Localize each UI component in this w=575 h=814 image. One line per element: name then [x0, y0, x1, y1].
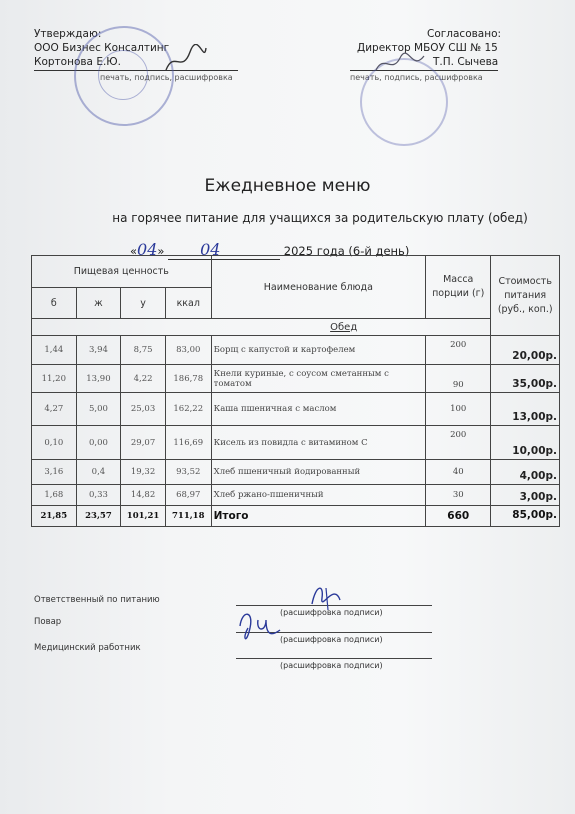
left-signatory-name: Кортонова Е.Ю.	[34, 56, 121, 68]
total-u: 101,21	[121, 506, 166, 527]
cell-b: 1,68	[32, 485, 77, 506]
cell-zh: 0,00	[76, 426, 121, 460]
cell-mass: 200	[426, 426, 491, 460]
cell-kcal: 68,97	[165, 485, 211, 506]
left-signature-scribble	[160, 44, 210, 78]
cell-dish: Кнели куриные, с соусом сметанным с томатом	[211, 365, 425, 393]
cell-kcal: 93,52	[165, 460, 211, 485]
cell-kcal: 186,78	[165, 365, 211, 393]
cell-kcal: 116,69	[165, 426, 211, 460]
cell-zh: 0,33	[76, 485, 121, 506]
cell-b: 11,20	[32, 365, 77, 393]
cell-dish: Хлеб ржано-пшеничный	[211, 485, 425, 506]
total-cost: 85,00р.	[491, 506, 560, 527]
table-row	[32, 365, 560, 393]
cell-b: 0,10	[32, 426, 77, 460]
cell-zh: 0,4	[76, 460, 121, 485]
table-row	[32, 485, 560, 506]
mass-header: Масса порции (г)	[426, 256, 491, 319]
total-label: Итого	[211, 506, 425, 527]
date-month: 04	[200, 240, 221, 259]
cell-b: 3,16	[32, 460, 77, 485]
agree-label: Согласовано:	[427, 28, 502, 40]
cell-u: 14,82	[121, 485, 166, 506]
right-organization: Директор МБОУ СШ № 15	[357, 42, 498, 54]
page-title: Ежедневное меню	[204, 176, 371, 196]
left-stamp	[74, 26, 174, 126]
table-row	[32, 336, 560, 365]
responsible-caption: (расшифровка подписи)	[280, 608, 383, 617]
medic-signature-line	[236, 658, 432, 659]
responsible-signature-scribble	[306, 580, 346, 612]
cell-cost: 3,00р.	[491, 485, 560, 506]
cell-mass: 30	[426, 485, 491, 506]
total-row	[32, 506, 560, 527]
medic-caption: (расшифровка подписи)	[280, 661, 383, 670]
cell-cost: 10,00р.	[491, 426, 560, 460]
col-u-header: у	[121, 288, 166, 319]
cell-mass: 40	[426, 460, 491, 485]
cell-u: 19,32	[121, 460, 166, 485]
table-row	[32, 460, 560, 485]
total-kcal: 711,18	[165, 506, 211, 527]
col-zh-header: ж	[76, 288, 121, 319]
table-header-row-1	[32, 256, 560, 288]
date-day: 04	[137, 240, 158, 259]
date-year-text: 2025 года (6-й день)	[283, 244, 410, 258]
cell-u: 8,75	[121, 336, 166, 365]
responsible-label: Ответственный по питанию	[34, 595, 160, 605]
cell-u: 4,22	[121, 365, 166, 393]
approve-label: Утверждаю:	[34, 28, 102, 40]
total-zh: 23,57	[76, 506, 121, 527]
cell-dish: Хлеб пшеничный йодированный	[211, 460, 425, 485]
page-subtitle: на горячее питание для учащихся за родительскую плату (обед)	[112, 211, 528, 225]
cook-caption: (расшифровка подписи)	[280, 635, 383, 644]
cell-dish: Каша пшеничная с маслом	[211, 393, 425, 426]
cell-zh: 13,90	[76, 365, 121, 393]
left-organization: ООО Бизнес Консалтинг	[34, 42, 170, 54]
cook-signature-scribble	[236, 606, 286, 642]
cell-mass: 90	[426, 365, 491, 393]
right-signature-scribble	[372, 46, 428, 80]
col-kcal-header: ккал	[165, 288, 211, 319]
section-row	[32, 319, 560, 336]
cell-u: 25,03	[121, 393, 166, 426]
cell-cost: 4,00р.	[491, 460, 560, 485]
cell-b: 4,27	[32, 393, 77, 426]
medic-label: Медицинский работник	[34, 643, 141, 653]
nutrition-header: Пищевая ценность	[32, 256, 212, 288]
cell-mass: 200	[426, 336, 491, 365]
cell-cost: 35,00р.	[491, 365, 560, 393]
left-signature-caption: печать, подпись, расшифровка	[100, 73, 233, 82]
cell-zh: 5,00	[76, 393, 121, 426]
cost-header: Стоимость питания (руб., коп.)	[491, 256, 560, 336]
menu-table	[31, 255, 560, 527]
cell-dish: Кисель из повидла с витамином С	[211, 426, 425, 460]
date-line: «04» 04 2025 года (6-й день)	[130, 240, 410, 259]
cook-label: Повар	[34, 617, 62, 627]
cell-zh: 3,94	[76, 336, 121, 365]
cell-u: 29,07	[121, 426, 166, 460]
total-mass: 660	[426, 506, 491, 527]
cell-b: 1,44	[32, 336, 77, 365]
right-signatory-name: Т.П. Сычева	[433, 56, 499, 68]
left-stamp-inner	[98, 50, 148, 100]
cell-cost: 13,00р.	[491, 393, 560, 426]
table-row	[32, 426, 560, 460]
cell-dish: Борщ с капустой и картофелем	[211, 336, 425, 365]
cell-kcal: 162,22	[165, 393, 211, 426]
total-b: 21,85	[32, 506, 77, 527]
cell-mass: 100	[426, 393, 491, 426]
cell-cost: 20,00р.	[491, 336, 560, 365]
right-signature-caption: печать, подпись, расшифровка	[350, 73, 483, 82]
section-label: Обед	[32, 319, 491, 336]
table-row	[32, 393, 560, 426]
dish-header: Наименование блюда	[211, 256, 425, 319]
col-b-header: б	[32, 288, 77, 319]
cell-kcal: 83,00	[165, 336, 211, 365]
